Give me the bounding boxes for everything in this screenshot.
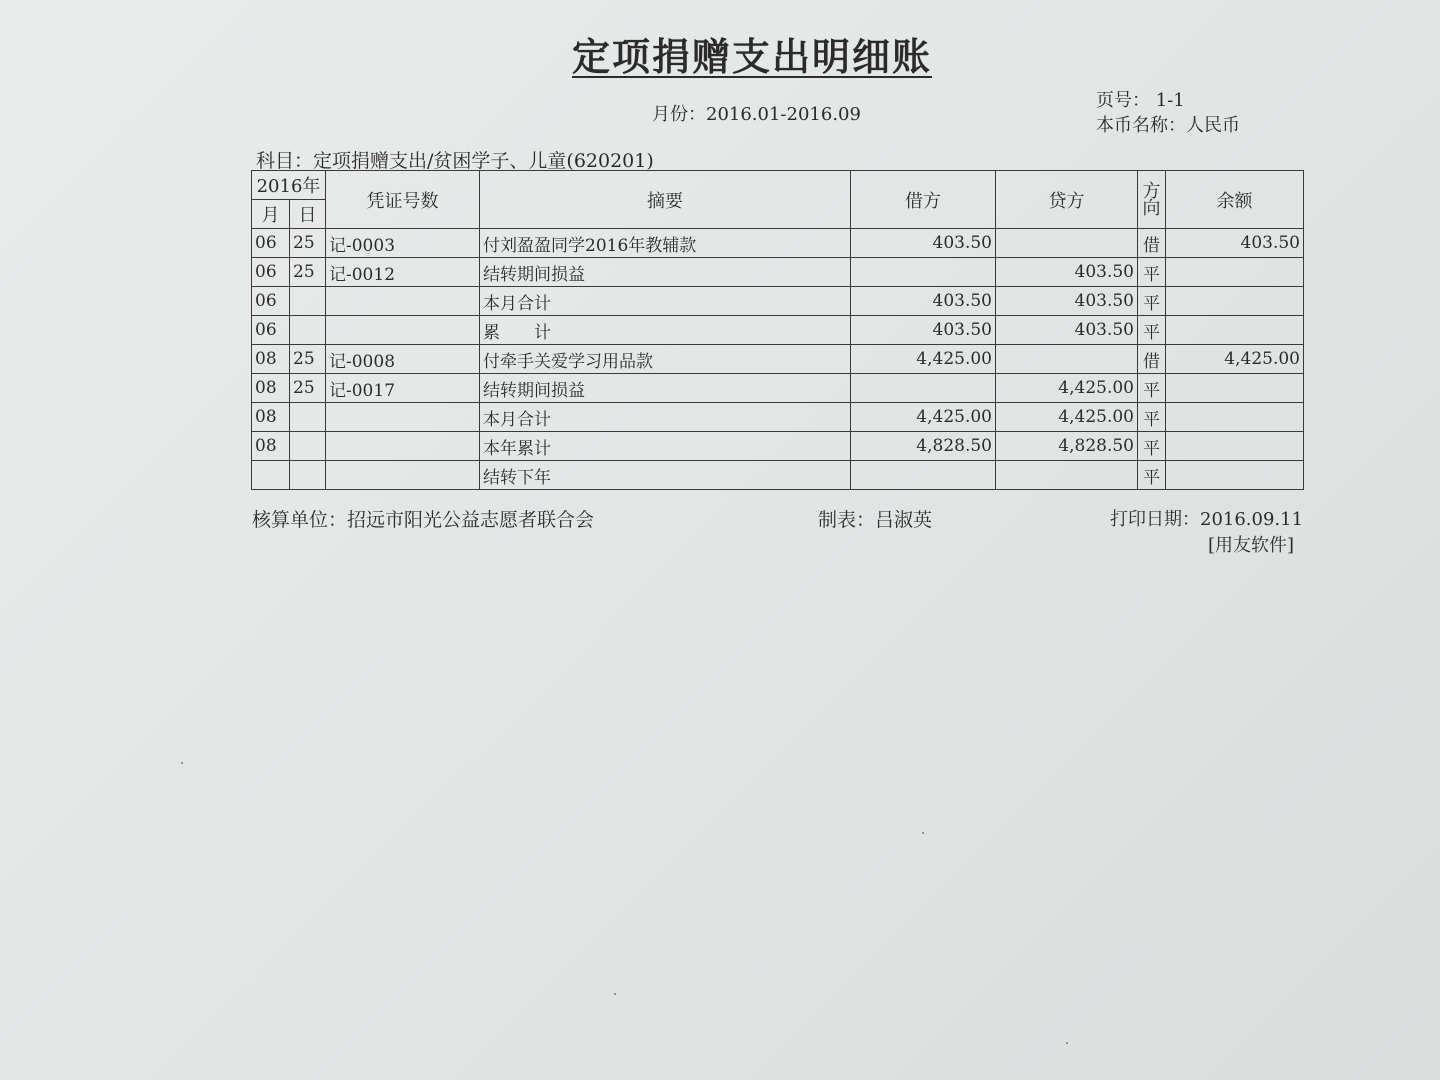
cell-month: 08 — [252, 345, 290, 374]
header-debit: 借方 — [851, 171, 996, 229]
cell-balance — [1166, 374, 1304, 403]
table-row — [252, 229, 1304, 258]
cell-voucher: 记-0012 — [326, 258, 480, 287]
cell-month: 08 — [252, 432, 290, 461]
cell-debit: 4,828.50 — [851, 432, 996, 461]
paper-speck — [614, 993, 616, 995]
table-row — [252, 432, 1304, 461]
cell-credit: 4,828.50 — [996, 432, 1138, 461]
header-day: 日 — [290, 200, 326, 229]
cell-day: 25 — [290, 345, 326, 374]
cell-debit: 403.50 — [851, 229, 996, 258]
header-year: 2016年 — [252, 171, 326, 200]
cell-balance: 403.50 — [1166, 229, 1304, 258]
cell-debit: 4,425.00 — [851, 345, 996, 374]
cell-direction: 平 — [1138, 258, 1166, 287]
cell-direction: 平 — [1138, 374, 1166, 403]
cell-voucher — [326, 316, 480, 345]
table-row — [252, 461, 1304, 490]
cell-balance — [1166, 258, 1304, 287]
cell-debit: 403.50 — [851, 287, 996, 316]
cell-direction: 平 — [1138, 432, 1166, 461]
cell-balance — [1166, 461, 1304, 490]
cell-day — [290, 403, 326, 432]
header-month: 月 — [252, 200, 290, 229]
software-label: [用友软件] — [1208, 535, 1295, 556]
cell-direction: 平 — [1138, 403, 1166, 432]
table-row — [252, 374, 1304, 403]
cell-summary: 结转下年 — [480, 461, 851, 490]
cell-day: 25 — [290, 258, 326, 287]
cell-month: 06 — [252, 258, 290, 287]
cell-month: 06 — [252, 316, 290, 345]
table-row — [252, 345, 1304, 374]
cell-balance — [1166, 287, 1304, 316]
cell-summary: 本月合计 — [480, 287, 851, 316]
print-date: 打印日期：2016.09.11 — [1110, 509, 1304, 530]
cell-credit — [996, 461, 1138, 490]
cell-day — [290, 461, 326, 490]
table-row — [252, 258, 1304, 287]
currency-name: 本币名称：人民币 — [1096, 115, 1240, 136]
cell-voucher — [326, 432, 480, 461]
cell-debit: 4,425.00 — [851, 403, 996, 432]
cell-summary: 累 计 — [480, 316, 851, 345]
cell-direction: 借 — [1138, 345, 1166, 374]
cell-balance — [1166, 403, 1304, 432]
cell-month: 06 — [252, 229, 290, 258]
cell-credit: 4,425.00 — [996, 374, 1138, 403]
paper-speck — [922, 832, 924, 834]
cell-debit — [851, 374, 996, 403]
prepared-by: 制表：吕淑英 — [818, 509, 933, 531]
cell-month: 08 — [252, 403, 290, 432]
cell-credit: 403.50 — [996, 287, 1138, 316]
cell-summary: 结转期间损益 — [480, 258, 851, 287]
cell-voucher: 记-0003 — [326, 229, 480, 258]
page-number: 页号： 1-1 — [1096, 90, 1185, 111]
cell-day — [290, 432, 326, 461]
cell-debit — [851, 258, 996, 287]
accounting-unit: 核算单位：招远市阳光公益志愿者联合会 — [252, 509, 595, 531]
cell-balance — [1166, 316, 1304, 345]
cell-credit: 4,425.00 — [996, 403, 1138, 432]
cell-credit: 403.50 — [996, 316, 1138, 345]
cell-debit: 403.50 — [851, 316, 996, 345]
cell-day: 25 — [290, 374, 326, 403]
header-credit: 贷方 — [996, 171, 1138, 229]
cell-voucher: 记-0017 — [326, 374, 480, 403]
table-row — [252, 403, 1304, 432]
cell-credit — [996, 345, 1138, 374]
paper-speck — [1066, 1042, 1068, 1044]
cell-voucher: 记-0008 — [326, 345, 480, 374]
header-summary: 摘要 — [480, 171, 851, 229]
cell-direction: 平 — [1138, 287, 1166, 316]
cell-credit: 403.50 — [996, 258, 1138, 287]
ledger-table — [251, 170, 1304, 490]
month-range: 月份：2016.01-2016.09 — [652, 104, 861, 125]
cell-voucher — [326, 403, 480, 432]
cell-day: 25 — [290, 229, 326, 258]
cell-month — [252, 461, 290, 490]
cell-voucher — [326, 287, 480, 316]
document-title: 定项捐赠支出明细账 — [572, 34, 933, 79]
cell-direction: 平 — [1138, 316, 1166, 345]
cell-month: 06 — [252, 287, 290, 316]
cell-month: 08 — [252, 374, 290, 403]
table-row — [252, 316, 1304, 345]
cell-direction: 借 — [1138, 229, 1166, 258]
header-balance: 余额 — [1166, 171, 1304, 229]
cell-day — [290, 316, 326, 345]
cell-direction: 平 — [1138, 461, 1166, 490]
cell-voucher — [326, 461, 480, 490]
cell-summary: 付刘盈盈同学2016年教辅款 — [480, 229, 851, 258]
cell-balance: 4,425.00 — [1166, 345, 1304, 374]
account-subject: 科目：定项捐赠支出/贫困学子、儿童(620201) — [256, 150, 654, 172]
header-direction: 方向 — [1138, 171, 1166, 229]
cell-summary: 本月合计 — [480, 403, 851, 432]
paper-speck — [181, 762, 183, 764]
cell-debit — [851, 461, 996, 490]
cell-balance — [1166, 432, 1304, 461]
table-row — [252, 287, 1304, 316]
cell-summary: 结转期间损益 — [480, 374, 851, 403]
cell-credit — [996, 229, 1138, 258]
cell-summary: 本年累计 — [480, 432, 851, 461]
cell-summary: 付牵手关爱学习用品款 — [480, 345, 851, 374]
header-voucher: 凭证号数 — [326, 171, 480, 229]
cell-day — [290, 287, 326, 316]
